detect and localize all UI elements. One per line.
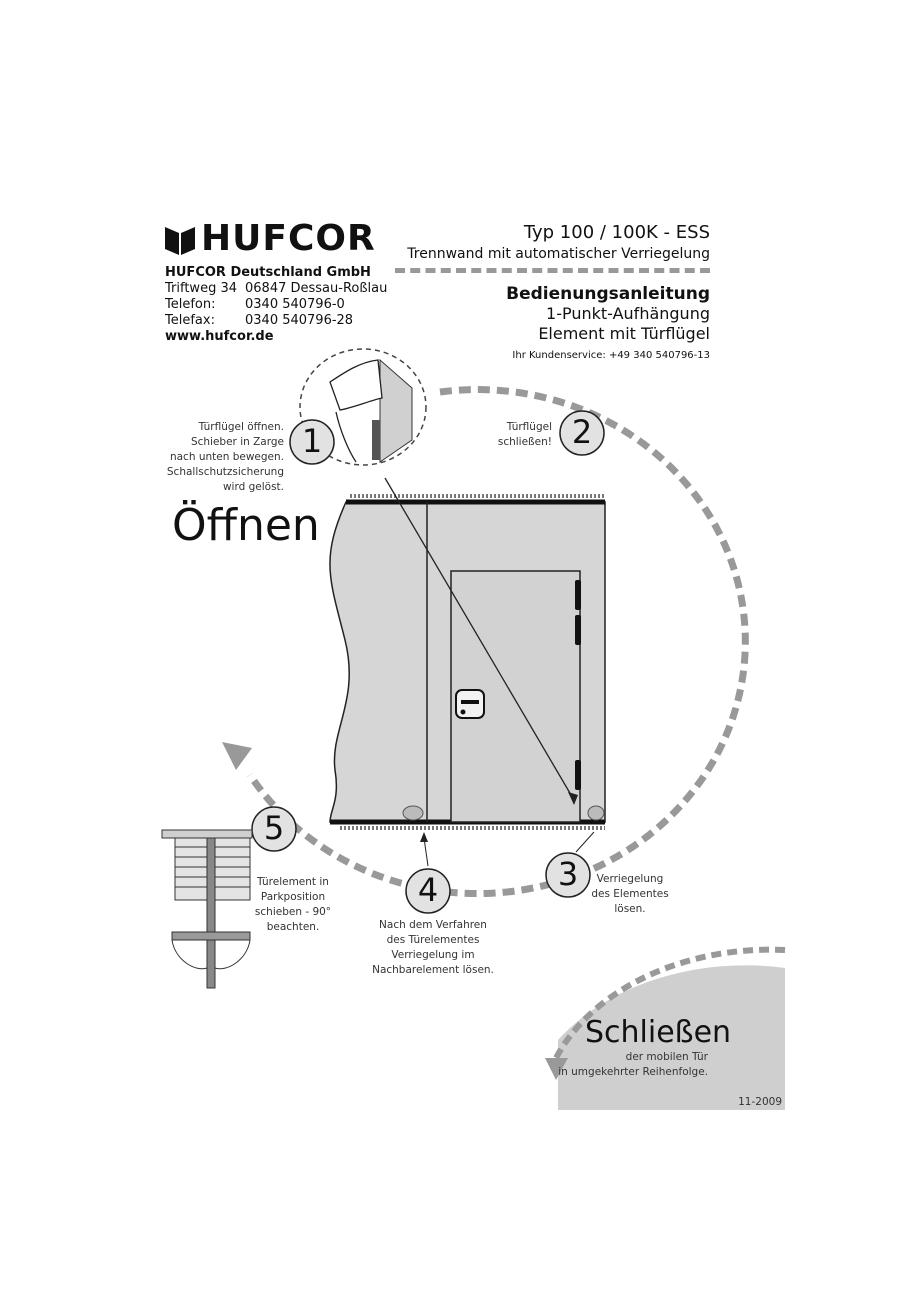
manual-line-2: Element mit Türflügel [538,324,710,343]
step-number-5: 5 [263,809,285,847]
company-info [165,265,387,345]
closing-description: der mobilen Tür in umgekehrter Reihenfolge. [558,1051,708,1078]
step-number-3: 3 [557,855,579,893]
step-2-text: Türflügel schließen! [497,421,552,448]
step-number-2: 2 [571,413,593,451]
step-5-text: Türelement in Parkposition schieben - 90° beachten. [254,876,332,933]
phone-label: Telefon: [165,297,216,312]
fax-label: Telefax: [165,313,215,328]
logo-text: HUFCOR [201,218,376,259]
closing-title: Schließen [585,1015,732,1050]
company-name: HUFCOR Deutschland GmbH [165,265,371,280]
manual-title: Bedienungsanleitung [506,284,710,304]
product-subtitle: Trennwand mit automatischer Verriegelung [407,246,710,262]
step-1-text: Türflügel öffnen. Schieber in Zarge nach unten bewegen. Schallschutzsicherung wird gelöst. [166,421,284,493]
customer-service: Ihr Kundenservice: +49 340 540796-13 [512,350,710,361]
hufcor-logo [165,218,376,259]
website-link[interactable]: www.hufcor.de [165,329,274,344]
logo-mark-icon [165,223,195,255]
cycle-arrowhead-icon [222,742,252,770]
product-type: Typ 100 / 100K - ESS [523,222,710,243]
headline-open: Öffnen [172,500,320,551]
step-number-1: 1 [301,422,323,460]
step-3-text: Verriegelung des Elementes lösen. [591,873,669,915]
company-city: 06847 Dessau-Roßlau [245,281,388,296]
header-divider [395,268,710,273]
company-street: Triftweg 34 [165,281,237,296]
phone-number: 0340 540796-0 [245,297,345,312]
step-4-text: Nach dem Verfahren des Türelementes Verriegelung im Nachbarelement lösen. [372,919,494,976]
fax-number: 0340 540796-28 [245,313,354,328]
document-date: 11-2009 [738,1096,782,1108]
manual-line-1: 1-Punkt-Aufhängung [546,304,710,323]
step-number-4: 4 [417,871,439,909]
